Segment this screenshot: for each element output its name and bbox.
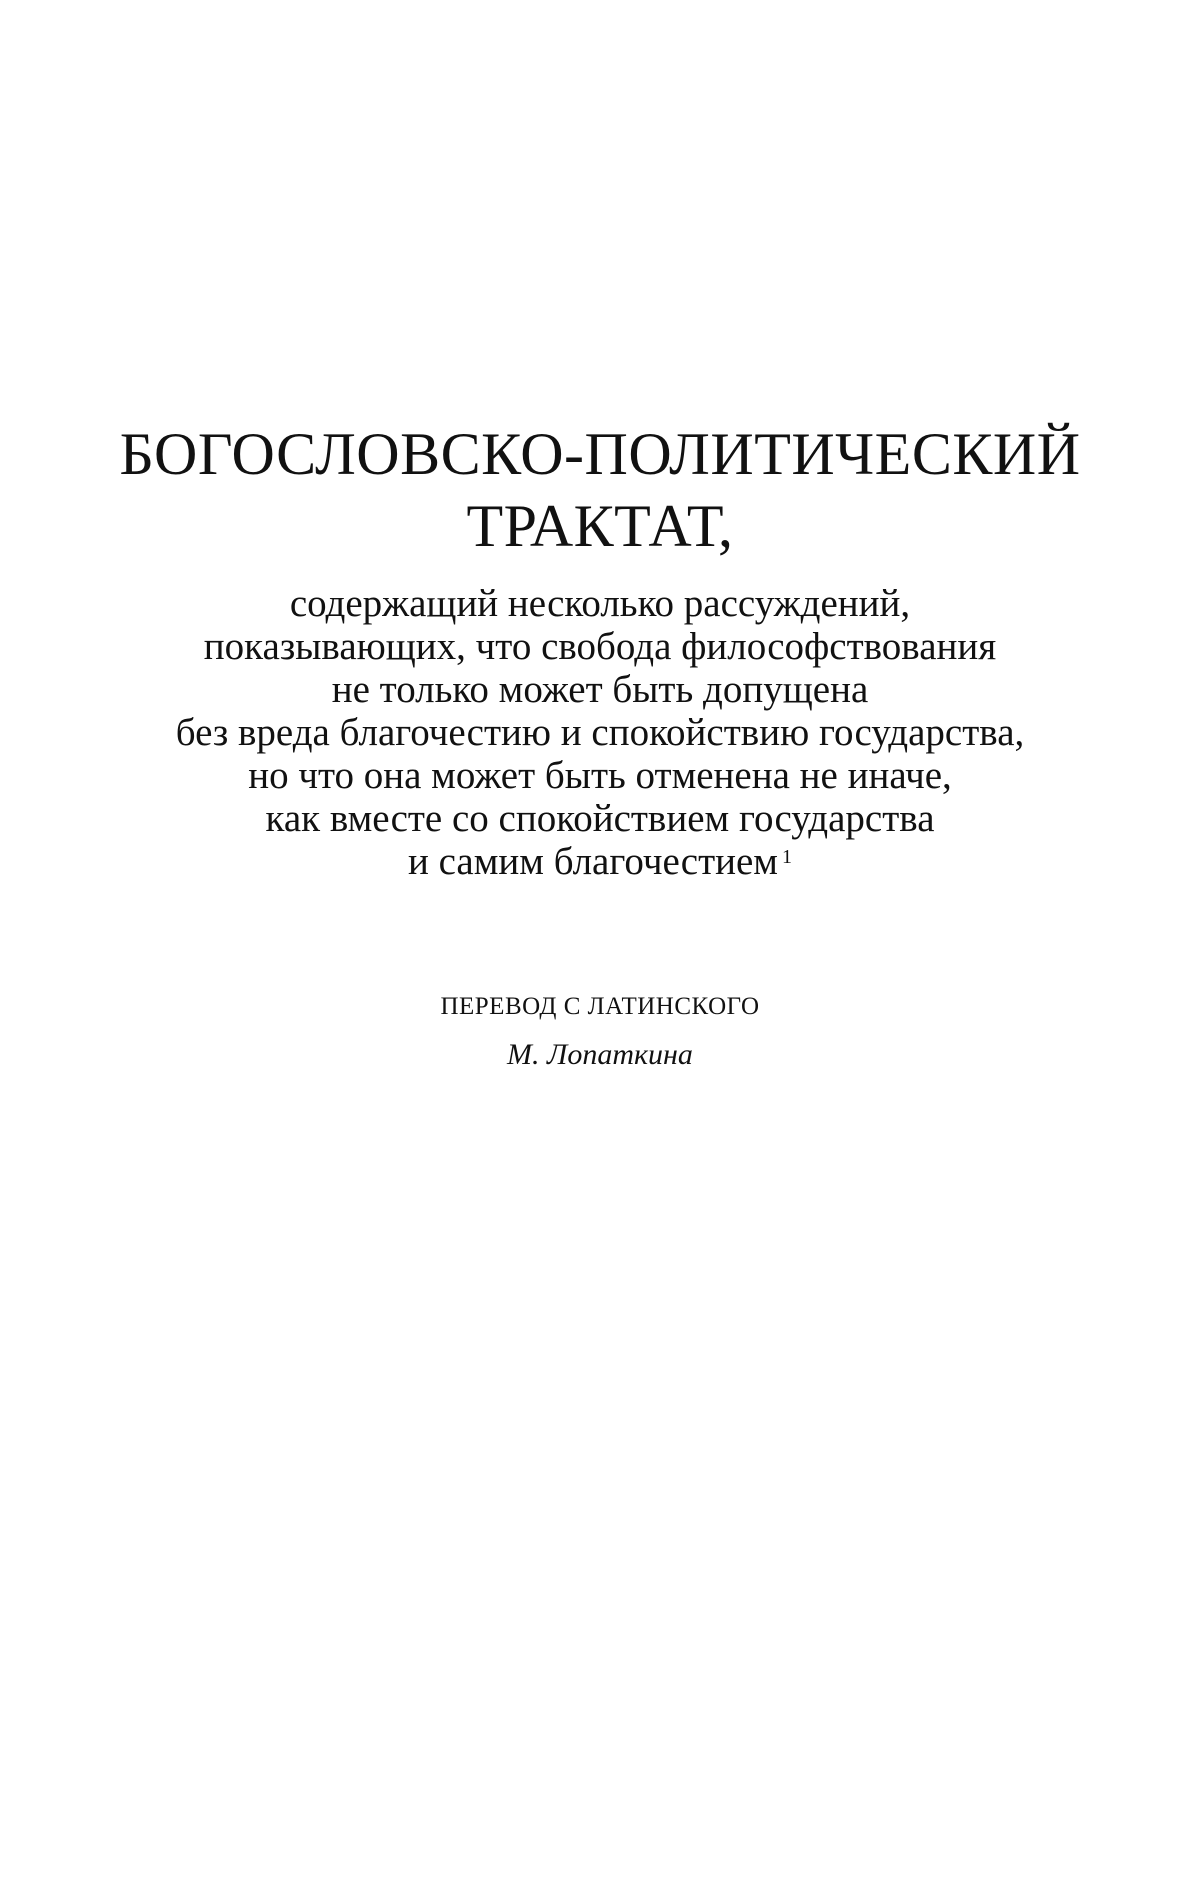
- subtitle-line-4: без вреда благочестию и спокойствию государства,: [175, 711, 1025, 754]
- translation-credit: [0, 990, 1200, 1074]
- translation-label: ПЕРЕВОД С ЛАТИНСКОГО: [440, 993, 760, 1020]
- translator-name: М. Лопаткина: [507, 1038, 693, 1071]
- subtitle-line-7-text: и самим благочестием: [408, 840, 778, 883]
- subtitle-line-7: [0, 840, 1200, 883]
- footnote-marker: 1: [781, 846, 792, 868]
- subtitle-line-6: как вместе со спокойствием государства: [265, 797, 935, 840]
- subtitle-line-3: не только может быть допущена: [331, 668, 869, 711]
- title-line-2: ТРАКТАТ,: [466, 493, 734, 559]
- book-subtitle: [0, 582, 1200, 883]
- title-line-1: БОГОСЛОВСКО-ПОЛИТИЧЕСКИЙ: [119, 421, 1081, 487]
- subtitle-line-1: содержащий несколько рассуждений,: [289, 582, 911, 625]
- book-title: [0, 418, 1200, 562]
- subtitle-line-5: но что она может быть отменена не иначе,: [248, 754, 952, 797]
- subtitle-line-2: показывающих, что свобода философствования: [203, 625, 997, 668]
